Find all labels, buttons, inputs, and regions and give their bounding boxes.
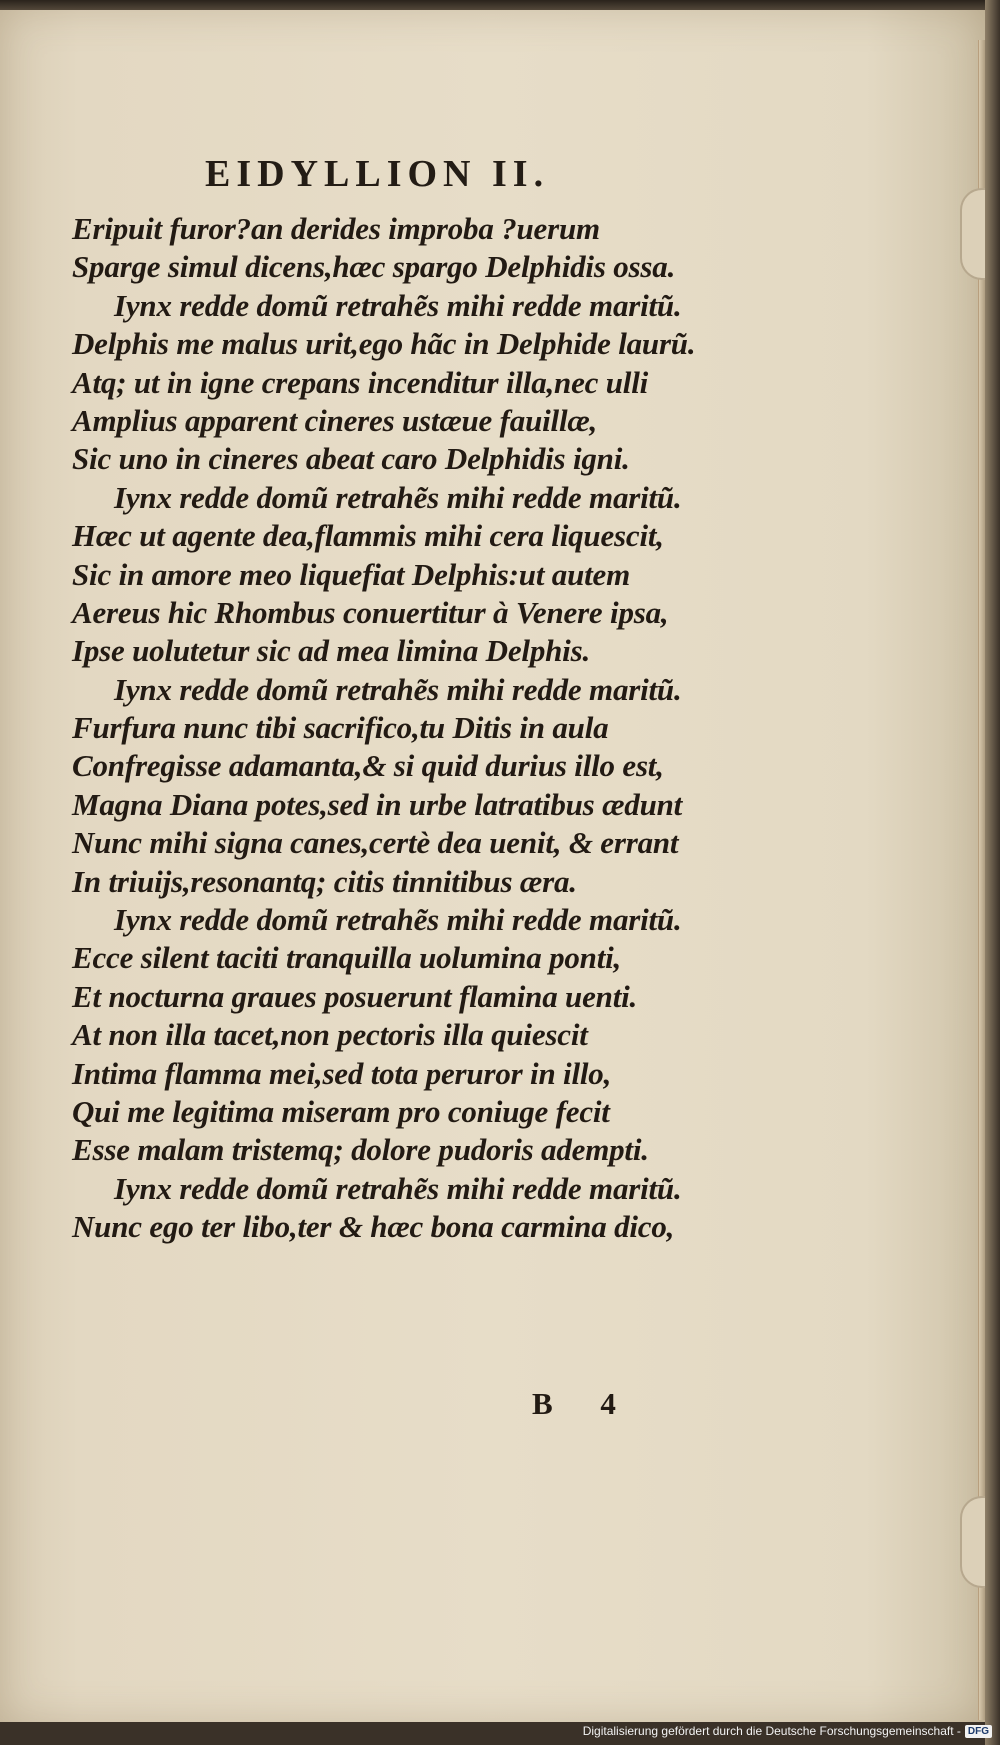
page-header: EIDYLLION II. — [205, 153, 550, 195]
refrain-line: Iynx redde domũ retrahẽs mihi redde maritũ. — [114, 287, 682, 323]
digitization-footer — [583, 1721, 992, 1741]
verse-line: Delphis me malus urit,ego hãc in Delphide laurũ. — [72, 326, 696, 362]
refrain-line: Iynx redde domũ retrahẽs mihi redde maritũ. — [114, 902, 682, 938]
verse-line: Esse malam tristemq; dolore pudoris adempti. — [72, 1132, 649, 1168]
verse-line: Nunc ego ter libo,ter & hæc bona carmina dico, — [72, 1209, 675, 1245]
scan-right-edge — [985, 0, 1000, 1745]
verse-line: In triuijs,resonantq; citis tinnitibus æra. — [72, 863, 577, 899]
dfg-logo-icon: DFG — [965, 1725, 992, 1738]
verse-line: Ecce silent taciti tranquilla uolumina ponti, — [72, 940, 622, 976]
verse-line: Et nocturna graues posuerunt flamina uenti. — [72, 978, 638, 1014]
verse-line: At non illa tacet,non pectoris illa quiescit — [72, 1017, 588, 1053]
verse-line: Sparge simul dicens,hæc spargo Delphidis ossa. — [72, 249, 676, 285]
verse-line: Nunc mihi signa canes,certè dea uenit, & errant — [72, 825, 679, 861]
verse-line: Sic in amore meo liquefiat Delphis:ut autem — [72, 556, 631, 592]
verse-line: Confregisse adamanta,& si quid durius illo est, — [72, 748, 664, 784]
verse-line: Hæc ut agente dea,flammis mihi cera liquescit, — [72, 518, 664, 554]
verse-line: Ipse uolutetur sic ad mea limina Delphis. — [72, 633, 590, 669]
footer-credit: Digitalisierung gefördert durch die Deutsche Forschungsgemeinschaft - — [582, 1724, 961, 1738]
verse-line: Aereus hic Rhombus conuertitur à Venere ipsa, — [72, 594, 669, 630]
verse-line: Eripuit furor?an derides improba ?uerum — [72, 211, 600, 246]
verse-line: Intima flamma mei,sed tota peruror in illo, — [72, 1055, 612, 1091]
book-page — [0, 10, 985, 1722]
refrain-line: Iynx redde domũ retrahẽs mihi redde maritũ. — [114, 671, 682, 707]
verse-line: Atq; ut in igne crepans incenditur illa,nec ulli — [72, 364, 649, 400]
verse-line: Amplius apparent cineres ustæue fauillæ, — [72, 402, 598, 438]
verse-line: Furfura nunc tibi sacrifico,tu Ditis in aula — [72, 710, 609, 746]
verse-line: Sic uno in cineres abeat caro Delphidis igni. — [72, 441, 630, 477]
verse-line: Magna Diana potes,sed in urbe latratibus ædunt — [72, 786, 683, 822]
refrain-line: Iynx redde domũ retrahẽs mihi redde maritũ. — [114, 479, 682, 515]
refrain-line: Iynx redde domũ retrahẽs mihi redde maritũ. — [114, 1170, 682, 1206]
verse-line: Qui me legitima miseram pro coniuge fecit — [72, 1093, 610, 1129]
signature-mark: B 4 — [532, 1386, 636, 1421]
verse-list — [72, 210, 932, 1247]
